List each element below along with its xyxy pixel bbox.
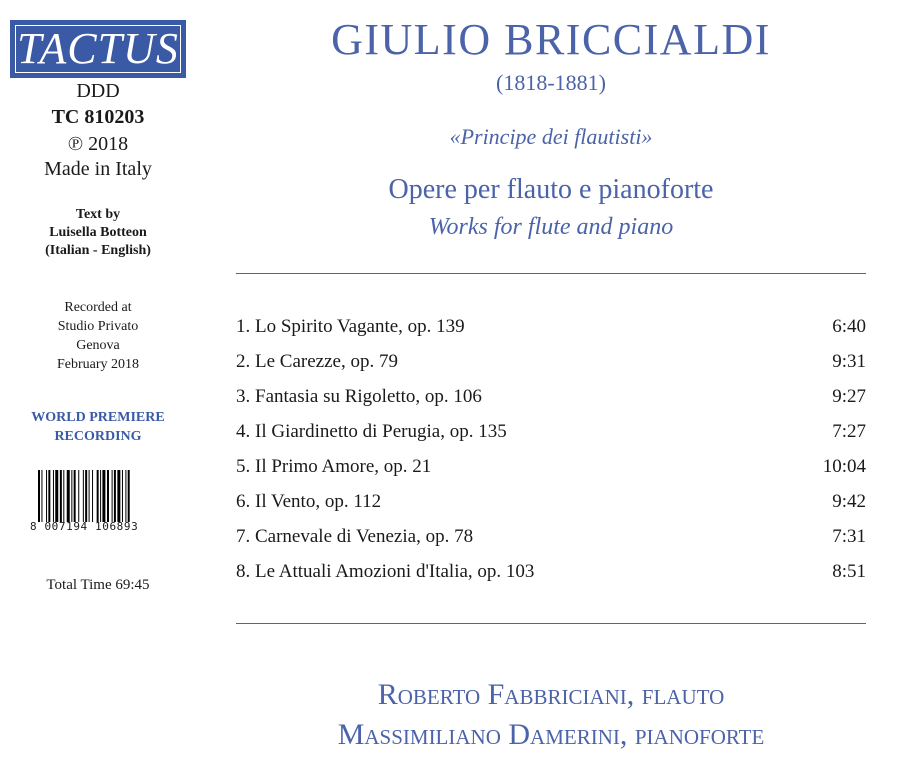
track-row — [236, 419, 866, 454]
recording-line: February 2018 — [56, 357, 140, 372]
barcode-bar — [125, 470, 126, 522]
track-title: 7. Carnevale di Venezia, op. 78 — [236, 526, 474, 547]
track-time: 10:04 — [822, 456, 866, 477]
barcode-bar — [89, 470, 90, 522]
barcode-bar — [114, 470, 116, 522]
track-row — [236, 524, 866, 559]
barcode-bar — [38, 470, 40, 522]
barcode-bar — [100, 470, 101, 522]
track-row — [236, 314, 866, 349]
barcode-bar — [107, 470, 109, 522]
recording-line: Studio Privato — [57, 319, 139, 334]
track-title: 1. Lo Spirito Vagante, op. 139 — [236, 316, 465, 337]
barcode — [30, 470, 160, 538]
total-time: Total Time 69:45 — [46, 577, 150, 593]
barcode-bar — [71, 470, 72, 522]
barcode-bar — [46, 470, 47, 522]
bottom-divider — [236, 623, 866, 624]
barcode-bar — [117, 470, 120, 522]
track-time: 7:31 — [832, 526, 866, 547]
barcode-bar — [122, 470, 123, 522]
track-time: 9:42 — [832, 491, 866, 512]
phonogram-year: ℗ 2018 — [67, 133, 129, 155]
barcode-bar — [85, 470, 87, 522]
recording-line: Genova — [76, 338, 120, 353]
barcode-bar — [92, 470, 93, 522]
composer-name: GIULIO BRICCIALDI — [331, 15, 771, 64]
barcode-bar — [60, 470, 62, 522]
track-title: 3. Fantasia su Rigoletto, op. 106 — [236, 386, 482, 407]
barcode-bar — [48, 470, 50, 522]
subtitle-italian: Opere per flauto e pianoforte — [388, 174, 714, 205]
barcode-bars — [38, 470, 158, 522]
barcode-bar — [63, 470, 64, 522]
track-list — [236, 314, 866, 594]
tactus-logo — [10, 20, 186, 78]
text-credit-line: Text by — [75, 207, 121, 222]
barcode-number: 8 007194 106893 — [30, 520, 139, 533]
recording-info — [0, 298, 196, 374]
track-title: 8. Le Attuali Amozioni d'Italia, op. 103 — [236, 561, 535, 582]
track-time: 9:31 — [832, 351, 866, 372]
track-row — [236, 349, 866, 384]
composer-nickname: «Principe dei flautisti» — [449, 124, 653, 149]
premiere-line: RECORDING — [54, 429, 142, 444]
text-credit — [0, 206, 196, 260]
barcode-bar — [53, 470, 54, 522]
track-title: 2. Le Carezze, op. 79 — [236, 351, 398, 372]
catalog-number: TC 810203 — [51, 106, 145, 128]
track-row — [236, 384, 866, 419]
track-time: 7:27 — [832, 421, 866, 442]
track-time: 9:27 — [832, 386, 866, 407]
barcode-bar — [83, 470, 84, 522]
barcode-bar — [128, 470, 130, 522]
barcode-bar — [78, 470, 79, 522]
barcode-bar — [97, 470, 99, 522]
track-title: 5. Il Primo Amore, op. 21 — [236, 456, 432, 477]
barcode-bar — [102, 470, 105, 522]
subtitle-english: Works for flute and piano — [428, 214, 674, 240]
barcode-bar — [74, 470, 76, 522]
text-credit-line: Luisella Botteon — [49, 225, 147, 240]
origin-label: Made in Italy — [44, 158, 152, 180]
premiere-line: WORLD PREMIERE — [31, 410, 165, 425]
top-divider — [236, 273, 866, 274]
performer-piano: Massimiliano Damerini, pianoforte — [337, 718, 765, 751]
track-time: 6:40 — [832, 316, 866, 337]
performer-flute: Roberto Fabbriciani, flauto — [377, 678, 725, 711]
barcode-bar — [41, 470, 42, 522]
world-premiere-badge — [0, 408, 196, 446]
track-title: 4. Il Giardinetto di Perugia, op. 135 — [236, 421, 507, 442]
track-row — [236, 489, 866, 524]
track-row — [236, 559, 866, 594]
text-credit-line: (Italian - English) — [45, 243, 151, 258]
logo-text: TACTUS — [17, 24, 179, 73]
barcode-bar — [67, 470, 70, 522]
track-row — [236, 454, 866, 489]
format-label: DDD — [76, 80, 120, 102]
track-title: 6. Il Vento, op. 112 — [236, 491, 382, 512]
recording-line: Recorded at — [64, 300, 132, 315]
barcode-bar — [112, 470, 113, 522]
barcode-bar — [55, 470, 58, 522]
composer-years: (1818-1881) — [496, 70, 606, 95]
track-time: 8:51 — [832, 561, 866, 582]
